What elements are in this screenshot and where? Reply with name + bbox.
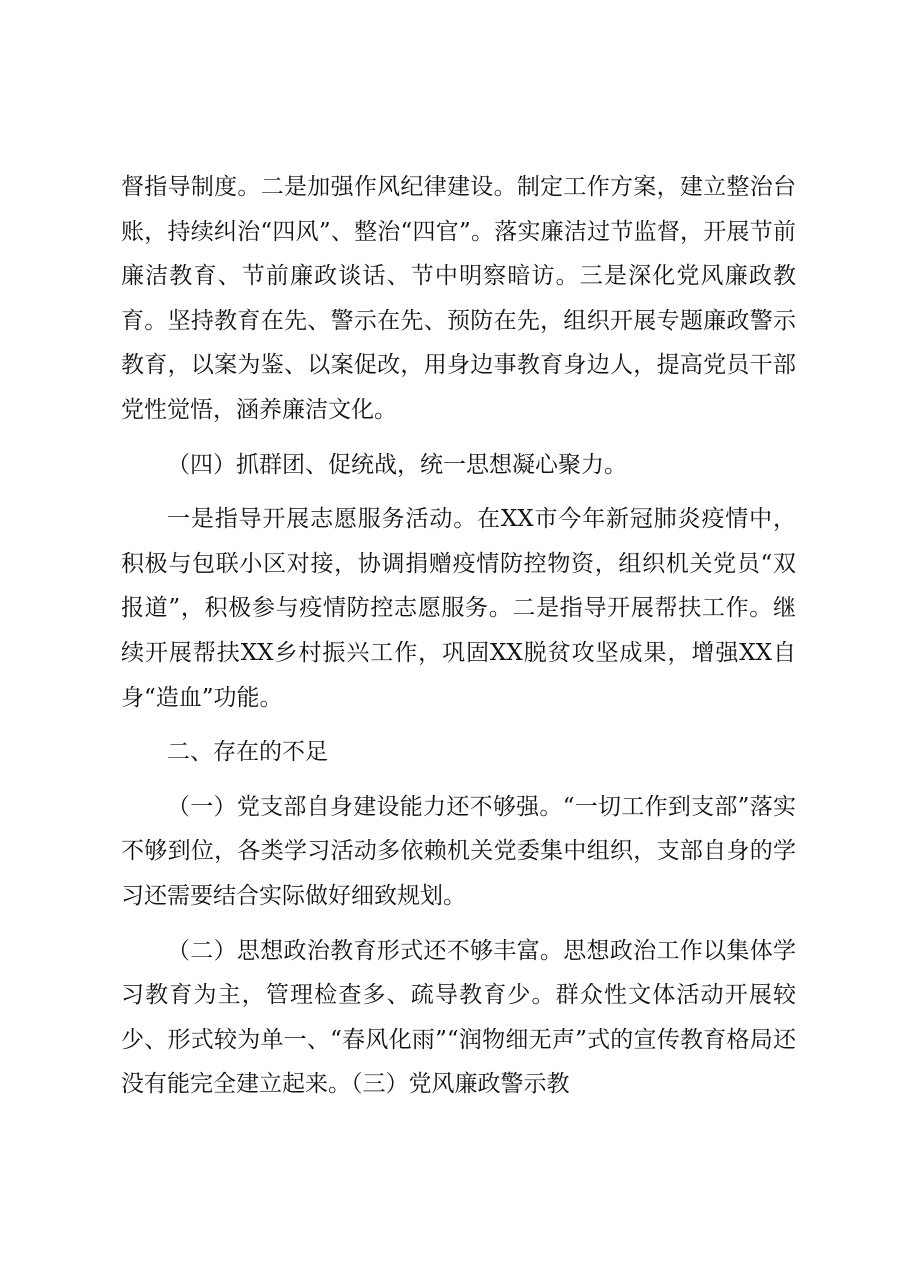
- paragraph-continuation: 督指导制度。二是加强作风纪律建设。制定工作方案，建立整治台账，持续纠治“四风”、整治“四官”。落实廉洁过节监督，开展节前廉洁教育、节前廉政谈话、节中明察暗访。三是深化党风廉政教育。坚持教育在先、警示在先、预防在先，组织开展专题廉政警示教育，以案为鉴、以案促改，用身边事教育身边人，提高党员干部党性觉悟，涵养廉洁文化。: [121, 174, 796, 423]
- section-heading-shortcomings: 二、存在的不足: [167, 739, 328, 766]
- paragraph-volunteer-service: 一是指导开展志愿服务活动。在XX市今年新冠肺炎疫情中，积极与包联小区对接，协调捐赠疫情防控物资，组织机关党员“双报道”，积极参与疫情防控志愿服务。二是指导开展帮扶工作。继续开展帮扶XX乡村振兴工作，巩固XX脱贫攻坚成果，增强XX自身“造血”功能。: [121, 506, 796, 711]
- section-heading-four: （四）抓群团、促统战，统一思想凝心聚力。: [167, 451, 627, 478]
- paragraph-shortcoming-two: （二）思想政治教育形式还不够丰富。思想政治工作以集体学习教育为主，管理检查多、疏导教育少。群众性文体活动开展较少、形式较为单一、“春风化雨”“润物细无声”式的宣传教育格局还没有能完全建立起来。（三）党风廉政警示教: [121, 937, 796, 1098]
- document-body: [121, 165, 796, 1107]
- paragraph-shortcoming-one: （一）党支部自身建设能力还不够强。“一切工作到支部”落实不够到位，各类学习活动多依赖机关党委集中组织，支部自身的学习还需要结合实际做好细致规划。: [121, 793, 796, 909]
